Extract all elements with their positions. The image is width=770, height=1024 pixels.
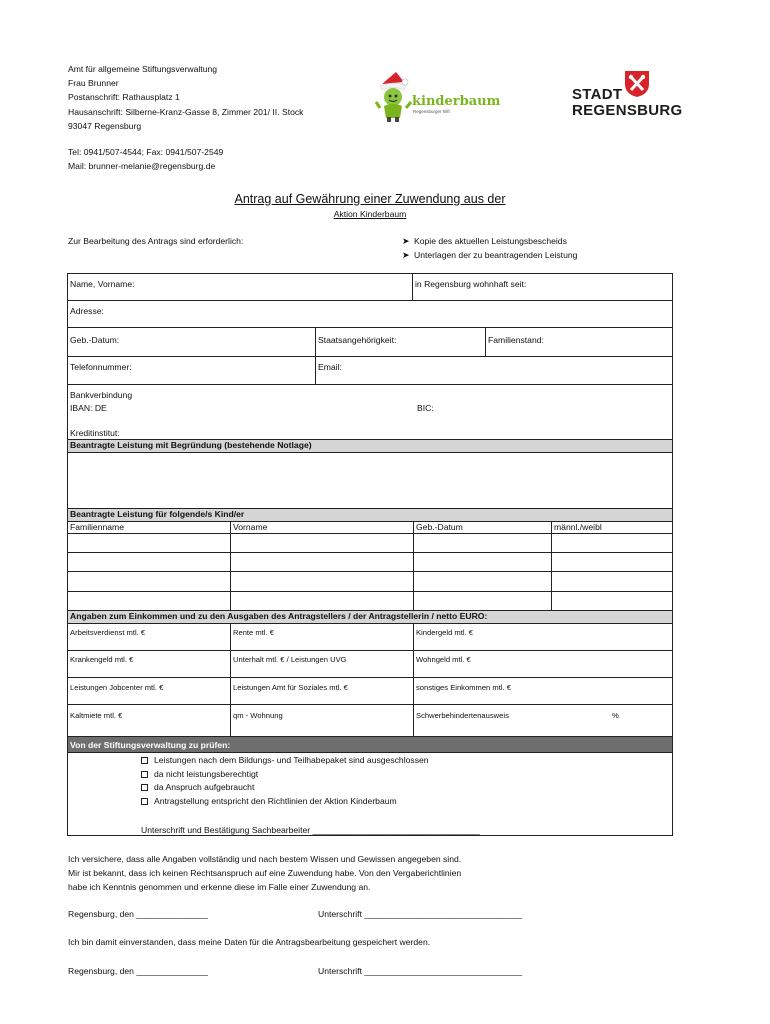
iban-field[interactable] — [112, 399, 407, 413]
birthdate-field[interactable] — [125, 328, 313, 355]
bic-field[interactable] — [438, 399, 670, 413]
income-label: Leistungen Amt für Soziales mtl. € — [233, 683, 348, 692]
iban-label: IBAN: DE — [70, 403, 107, 413]
income-header: Angaben zum Einkommen und zu den Ausgaben des Antragstellers / der Antragstellerin / netto EURO: — [70, 611, 488, 621]
bic-label: BIC: — [417, 403, 434, 413]
birthdate-label: Geb.-Datum: — [70, 335, 120, 345]
income-label: Rente mtl. € — [233, 628, 274, 637]
income-label: Arbeitsverdienst mtl. € — [70, 628, 146, 637]
address-line: 93047 Regensburg — [68, 120, 142, 131]
income-field[interactable] — [185, 678, 228, 703]
consent-text: Ich bin damit einverstanden, dass meine Daten für die Antragsbearbeitung gespeichert werden. — [68, 937, 431, 947]
credit-institute-label: Kreditinstitut: — [70, 428, 120, 438]
phone-field[interactable] — [140, 357, 313, 383]
income-label: Krankengeld mtl. € — [70, 655, 134, 664]
address-line: Postanschrift: Rathausplatz 1 — [68, 92, 180, 103]
income-field[interactable] — [375, 678, 411, 703]
verification-item[interactable] — [141, 754, 429, 768]
income-label: Wohngeld mtl. € — [416, 655, 471, 664]
kinderbaum-logo-text: kinderbaum — [412, 94, 501, 109]
verification-text: Leistungen nach dem Bildungs- und Teilhabepaket sind ausgeschlossen — [154, 755, 429, 765]
verification-signature: Unterschrift und Bestätigung Sachbearbeiter ___________________________________ — [141, 825, 480, 835]
city-logo-line2: REGENSBURG — [572, 102, 683, 119]
name-field[interactable] — [150, 274, 410, 299]
income-label: Schwerbehindertenausweis — [416, 711, 509, 720]
requirement-text: Unterlagen der zu beantragenden Leistung — [414, 250, 578, 261]
income-label: Kindergeld mtl. € — [416, 628, 473, 637]
income-field[interactable] — [160, 624, 228, 649]
children-col-gender: männl./weibl — [554, 522, 602, 532]
arrow-bullet-icon: ➤ — [402, 236, 410, 246]
signature-1[interactable]: Unterschrift _________________________________ — [318, 909, 523, 919]
page-title: Antrag auf Gewährung einer Zuwendung aus der — [234, 192, 506, 206]
address-field[interactable] — [110, 301, 670, 326]
children-col-vorname: Vorname — [233, 522, 268, 532]
citizenship-field[interactable] — [405, 328, 483, 355]
signature-2[interactable]: Unterschrift _________________________________ — [318, 966, 523, 976]
reason-header: Beantragte Leistung mit Begründung (bestehende Notlage) — [70, 440, 312, 450]
name-field-label: Name, Vorname: — [70, 279, 135, 289]
marital-status-field[interactable] — [555, 328, 670, 355]
verification-item[interactable] — [141, 768, 429, 782]
page-subtitle: Aktion Kinderbaum — [333, 209, 407, 219]
resident-since-field[interactable] — [545, 274, 670, 299]
address-line: Amt für allgemeine Stiftungsverwaltung — [68, 64, 218, 74]
children-col-familienname: Familienname — [70, 522, 124, 532]
children-row[interactable] — [68, 534, 671, 551]
resident-since-label: in Regensburg wohnhaft seit: — [415, 279, 527, 289]
place-date-2[interactable]: Regensburg, den _______________ — [68, 966, 209, 976]
income-field[interactable] — [530, 705, 608, 735]
children-row[interactable] — [68, 572, 671, 590]
verification-item[interactable] — [141, 781, 429, 795]
address-line: Hausanschrift: Silberne-Kranz-Gasse 8, Zimmer 201/ II. Stock — [68, 106, 304, 117]
children-col-gebdatum: Geb.-Datum — [416, 522, 463, 532]
credit-institute-field[interactable] — [128, 424, 670, 438]
income-label: sonstiges Einkommen mtl. € — [416, 683, 511, 692]
verification-text: Antragstellung entspricht den Richtlinien der Aktion Kinderbaum — [154, 795, 397, 806]
verification-item[interactable] — [141, 795, 429, 809]
income-field[interactable] — [300, 705, 411, 735]
income-field[interactable] — [370, 651, 411, 676]
requirement-text: Kopie des aktuellen Leistungsbescheids — [414, 236, 567, 246]
contact-line: Mail: brunner-melanie@regensburg.de — [68, 161, 216, 172]
address-label: Adresse: — [70, 306, 104, 316]
income-field[interactable] — [490, 624, 670, 649]
checkbox[interactable] — [141, 771, 148, 778]
children-row[interactable] — [68, 553, 671, 570]
income-field[interactable] — [290, 624, 411, 649]
income-field[interactable] — [150, 651, 228, 676]
verification-text: da Anspruch aufgebraucht — [154, 782, 255, 793]
declaration-line: Ich versichere, dass alle Angaben vollständig und nach bestem Wissen und Gewissen angegeben sind. — [68, 854, 462, 864]
income-label: Unterhalt mtl. € / Leistungen UVG — [233, 655, 347, 664]
income-label: Kaltmiete mtl. € — [70, 711, 123, 720]
email-field[interactable] — [348, 357, 670, 383]
verification-header: Von der Stiftungsverwaltung zu prüfen: — [70, 740, 231, 750]
declaration-line: habe ich Kenntnis genommen und erkenne diese im Falle einer Zuwendung an. — [68, 882, 371, 893]
children-row[interactable] — [68, 592, 671, 609]
declaration-text — [68, 852, 461, 895]
checkbox[interactable] — [141, 757, 148, 764]
place-date-1[interactable]: Regensburg, den _______________ — [68, 909, 209, 919]
reason-textarea[interactable] — [68, 453, 671, 507]
phone-label: Telefonnummer: — [70, 362, 132, 372]
arrow-bullet-icon: ➤ — [402, 250, 410, 261]
checkbox[interactable] — [141, 798, 148, 805]
email-label: Email: — [318, 362, 342, 372]
children-header: Beantragte Leistung für folgende/s Kind/er — [70, 509, 245, 519]
requirements-lead: Zur Bearbeitung des Antrags sind erforderlich: — [68, 236, 244, 246]
address-line: Frau Brunner — [68, 78, 119, 89]
income-field[interactable] — [485, 651, 670, 676]
checkbox[interactable] — [141, 784, 148, 791]
percent-label: % — [612, 711, 619, 720]
income-field[interactable] — [540, 678, 670, 703]
marital-status-label: Familienstand: — [488, 335, 544, 345]
kinderbaum-logo-sub: Regensburger hilft — [413, 109, 450, 114]
income-label: qm - Wohnung — [233, 711, 283, 720]
citizenship-label: Staatsangehörigkeit: — [318, 335, 397, 345]
declaration-line: Mir ist bekannt, dass ich keinen Rechtsanspruch auf eine Zuwendung habe. Von den Vergaberichtlinien — [68, 868, 462, 879]
income-field[interactable] — [140, 705, 228, 735]
income-label: Leistungen Jobcenter mtl. € — [70, 683, 164, 692]
city-logo-line1: STADT — [572, 86, 623, 103]
verification-list — [141, 754, 429, 808]
bank-label: Bankverbindung — [70, 390, 133, 400]
contact-line: Tel: 0941/507-4544; Fax: 0941/507-2549 — [68, 147, 224, 157]
verification-text: da nicht leistungsberechtigt — [154, 768, 259, 779]
